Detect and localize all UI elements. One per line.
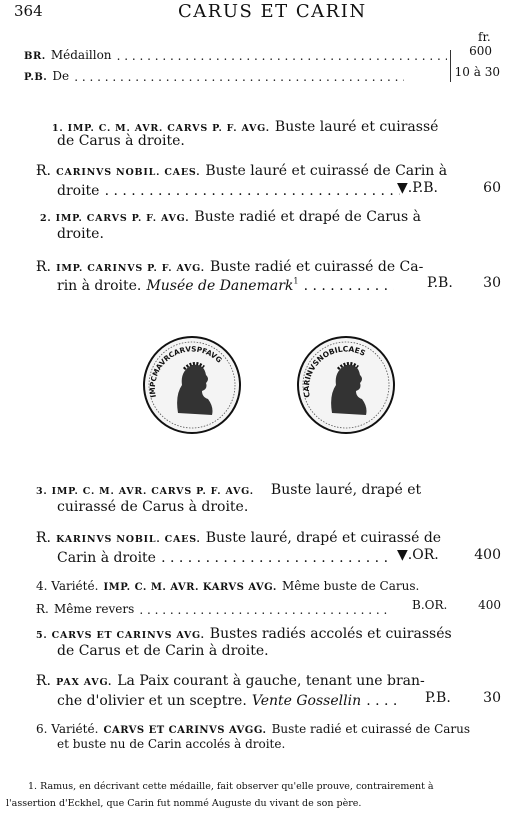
description: Bustes radiés accolés et cuirassés xyxy=(209,626,452,642)
entry-5-reverse-cont xyxy=(57,690,501,709)
reverse-mark: Ɍ. xyxy=(36,259,51,275)
entry-6 xyxy=(36,718,470,737)
price-line-medaillon xyxy=(24,44,500,63)
entry-3-obverse xyxy=(36,479,421,498)
entry-4 xyxy=(36,575,419,594)
entry-1-reverse xyxy=(36,160,447,179)
legend: 2. IMP. CARVS P. F. AVG. xyxy=(40,213,190,224)
dot-leader xyxy=(117,49,447,63)
entry-2-reverse-cont xyxy=(57,275,501,294)
metal: P.B. xyxy=(427,275,453,291)
reverse-mark: Ɍ. xyxy=(36,602,49,616)
reverse-mark: Ɍ. xyxy=(36,163,51,179)
legend: 5. CARVS ET CARINVS AVG. xyxy=(36,630,205,641)
currency-unit: fr. xyxy=(478,30,491,44)
metal: P.B. xyxy=(425,690,451,706)
price-value: 600 xyxy=(469,44,492,58)
footnote-ref: 1 xyxy=(293,276,299,286)
entry-2-obverse-cont: droite. xyxy=(57,226,104,242)
dot-leader xyxy=(105,183,400,199)
footnote-line-1: 1. Ramus, en décrivant cette médaille, fait observer qu'elle prouve, contrairement à xyxy=(28,781,434,792)
legend: 1. IMP. C. M. AVR. CARVS P. F. AVG. xyxy=(52,123,270,134)
price-label: Médaillon xyxy=(50,48,112,62)
variant-label: 6. Variété. xyxy=(36,722,99,736)
description: droite xyxy=(57,183,100,199)
entry-3-obverse-cont: cuirassé de Carus à droite. xyxy=(57,499,249,515)
entry-1-obverse-cont: de Carus à droite. xyxy=(57,133,185,149)
description: Buste radié et cuirassé de Carus xyxy=(271,722,471,736)
dot-leader xyxy=(161,550,391,566)
description: Buste lauré, drapé et xyxy=(270,482,422,498)
price: 400 xyxy=(474,547,501,563)
legend: PAX AVG. xyxy=(56,677,113,688)
legend: CARINVS NOBIL. CAES. xyxy=(56,167,201,178)
legend: 3. IMP. C. M. AVR. CARVS P. F. AVG. xyxy=(36,486,254,497)
legend: IMP. C. M. AVR. KARVS AVG. xyxy=(103,582,277,593)
running-title: CARUS ET CARIN xyxy=(178,1,367,22)
entry-5-reverse xyxy=(36,670,425,689)
dot-leader xyxy=(139,603,389,617)
coin-obverse-carus xyxy=(142,335,242,435)
metal-abbr: P.B. xyxy=(24,72,48,83)
footnote-line-2: l'assertion d'Eckhel, que Carin fut nommé Auguste du vivant de son père. xyxy=(6,798,362,809)
price: 30 xyxy=(483,275,501,291)
legend: KARINVS NOBIL. CAES. xyxy=(56,534,201,545)
page-number: 364 xyxy=(14,2,43,20)
description: che d'olivier et un sceptre. xyxy=(57,693,247,709)
metal: ▼.P.B. xyxy=(397,180,438,196)
coin-legend-left: IMPCMAVRCARVSPFAVG xyxy=(147,344,224,399)
metal: B.OR. xyxy=(412,598,448,612)
entry-5-obverse xyxy=(36,623,452,642)
entry-1-reverse-cont xyxy=(57,180,501,199)
description: Buste radié et cuirassé de Ca- xyxy=(209,259,424,275)
description: Buste lauré, drapé et cuirassé de xyxy=(205,530,442,546)
price-line-pb xyxy=(24,65,500,84)
dot-leader xyxy=(304,278,394,294)
description: Même buste de Carus. xyxy=(281,579,420,593)
description: Buste lauré et cuirassé de Carin à xyxy=(205,163,448,179)
entry-3-reverse xyxy=(36,527,441,546)
entry-5-obverse-cont: de Carus et de Carin à droite. xyxy=(57,643,269,659)
price-value: 10 à 30 xyxy=(454,65,500,79)
metal-abbr: BR. xyxy=(24,51,46,62)
description: Même revers xyxy=(53,602,135,616)
price: 400 xyxy=(478,598,501,612)
entry-2-reverse xyxy=(36,256,423,275)
description: Buste lauré et cuirassé xyxy=(274,119,439,135)
description: Buste radié et drapé de Carus à xyxy=(194,209,421,225)
legend: IMP. CARINVS P. F. AVG. xyxy=(56,263,205,274)
description: Carin à droite xyxy=(57,550,156,566)
reverse-mark: Ɍ. xyxy=(36,530,51,546)
museum: Musée de Danemark xyxy=(146,278,294,294)
metal: ▼.OR. xyxy=(397,547,439,563)
entry-2-obverse xyxy=(40,206,421,225)
entry-6-cont: et buste nu de Carin accolés à droite. xyxy=(57,737,286,751)
coin-legend-right: CARINVSNOBILCAES xyxy=(301,344,367,399)
coin-reverse-carin xyxy=(296,335,396,435)
variant-label: 4. Variété. xyxy=(36,579,99,593)
dot-leader xyxy=(366,693,402,709)
legend: CARVS ET CARINVS AVGG. xyxy=(103,725,267,736)
entry-4-reverse xyxy=(36,598,501,617)
price-label: De xyxy=(52,69,70,83)
description: La Paix courant à gauche, tenant une bran- xyxy=(117,673,425,689)
price: 60 xyxy=(483,180,501,196)
sale: Vente Gossellin xyxy=(251,693,362,709)
entry-3-reverse-cont xyxy=(57,547,501,566)
price: 30 xyxy=(483,690,501,706)
reverse-mark: Ɍ. xyxy=(36,673,51,689)
bracket-line xyxy=(450,50,451,82)
dot-leader xyxy=(74,70,404,84)
description: rin à droite. xyxy=(57,278,142,294)
